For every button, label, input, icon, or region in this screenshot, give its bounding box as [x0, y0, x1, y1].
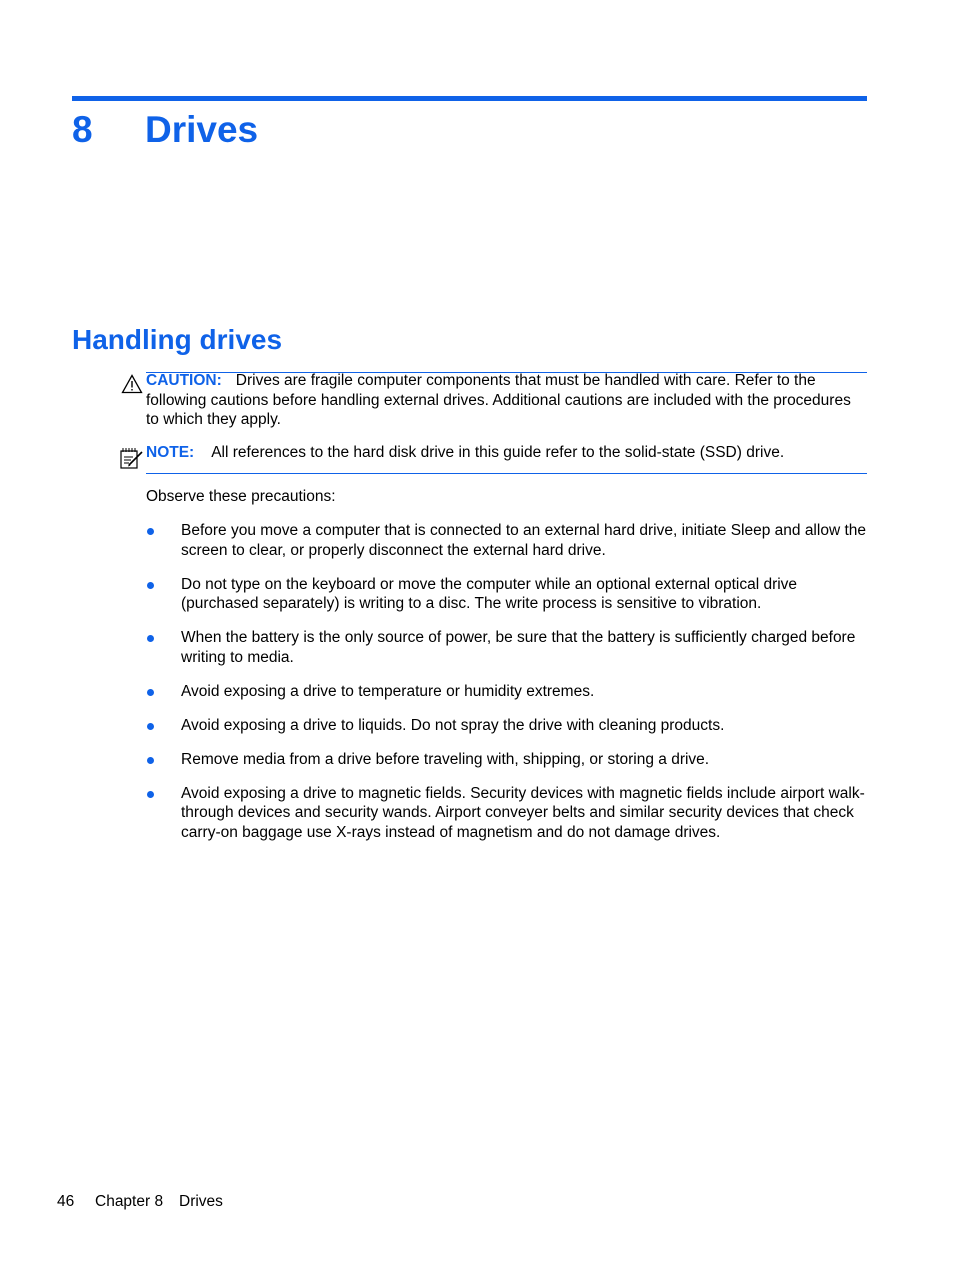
note-text: All references to the hard disk drive in this guide refer to the solid-state (SSD) drive.	[211, 444, 785, 461]
note-label: NOTE:	[146, 444, 195, 461]
list-item: Avoid exposing a drive to temperature or humidity extremes.	[146, 682, 868, 702]
list-item: Before you move a computer that is connected to an external hard drive, initiate Sleep and allow the screen to clear, or properly disconnect the external hard drive.	[146, 521, 868, 560]
section-heading: Handling drives	[72, 324, 283, 355]
page-footer	[57, 1192, 223, 1211]
bullet-icon	[147, 791, 154, 798]
list-item: Remove media from a drive before traveling with, shipping, or storing a drive.	[146, 750, 868, 770]
bullet-icon	[147, 582, 154, 589]
warning-triangle-icon	[121, 374, 143, 394]
caution-label: CAUTION:	[146, 372, 222, 389]
chapter-title: Drives	[145, 109, 259, 150]
notice-bottom-rule	[146, 473, 867, 474]
precautions-intro: Observe these precautions:	[146, 488, 336, 505]
chapter-heading	[72, 108, 258, 152]
bullet-icon	[147, 689, 154, 696]
footer-chapter-title: Drives	[179, 1193, 223, 1210]
bullet-icon	[147, 723, 154, 730]
list-item: Avoid exposing a drive to liquids. Do not spray the drive with cleaning products.	[146, 716, 868, 736]
footer-chapter-label: Chapter 8	[95, 1193, 164, 1210]
bullet-icon	[147, 635, 154, 642]
chapter-title-rule	[72, 96, 867, 101]
caution-notice	[146, 371, 867, 430]
list-item: Do not type on the keyboard or move the computer while an optional external optical drive (purchased separately) is writing to a disc. The write process is sensitive to vibration.	[146, 575, 868, 614]
bullet-icon	[147, 757, 154, 764]
page-number: 46	[57, 1193, 75, 1210]
list-item: When the battery is the only source of power, be sure that the battery is sufficiently charged before writing to media.	[146, 628, 868, 667]
caution-text: Drives are fragile computer components that must be handled with care. Refer to the following cautions before handling external drives. Additional cautions are included with the procedures to which they apply.	[146, 372, 851, 428]
note-notice	[146, 443, 867, 463]
precautions-list	[146, 521, 868, 857]
bullet-icon	[147, 528, 154, 535]
chapter-number: 8	[72, 109, 93, 150]
list-item: Avoid exposing a drive to magnetic fields. Security devices with magnetic fields include airport walk-through devices and security wands. Airport conveyer belts and similar security devices that check carry-on baggage use X-rays instead of magnetism and do not damage drives.	[146, 784, 868, 843]
note-pad-icon	[119, 446, 145, 470]
